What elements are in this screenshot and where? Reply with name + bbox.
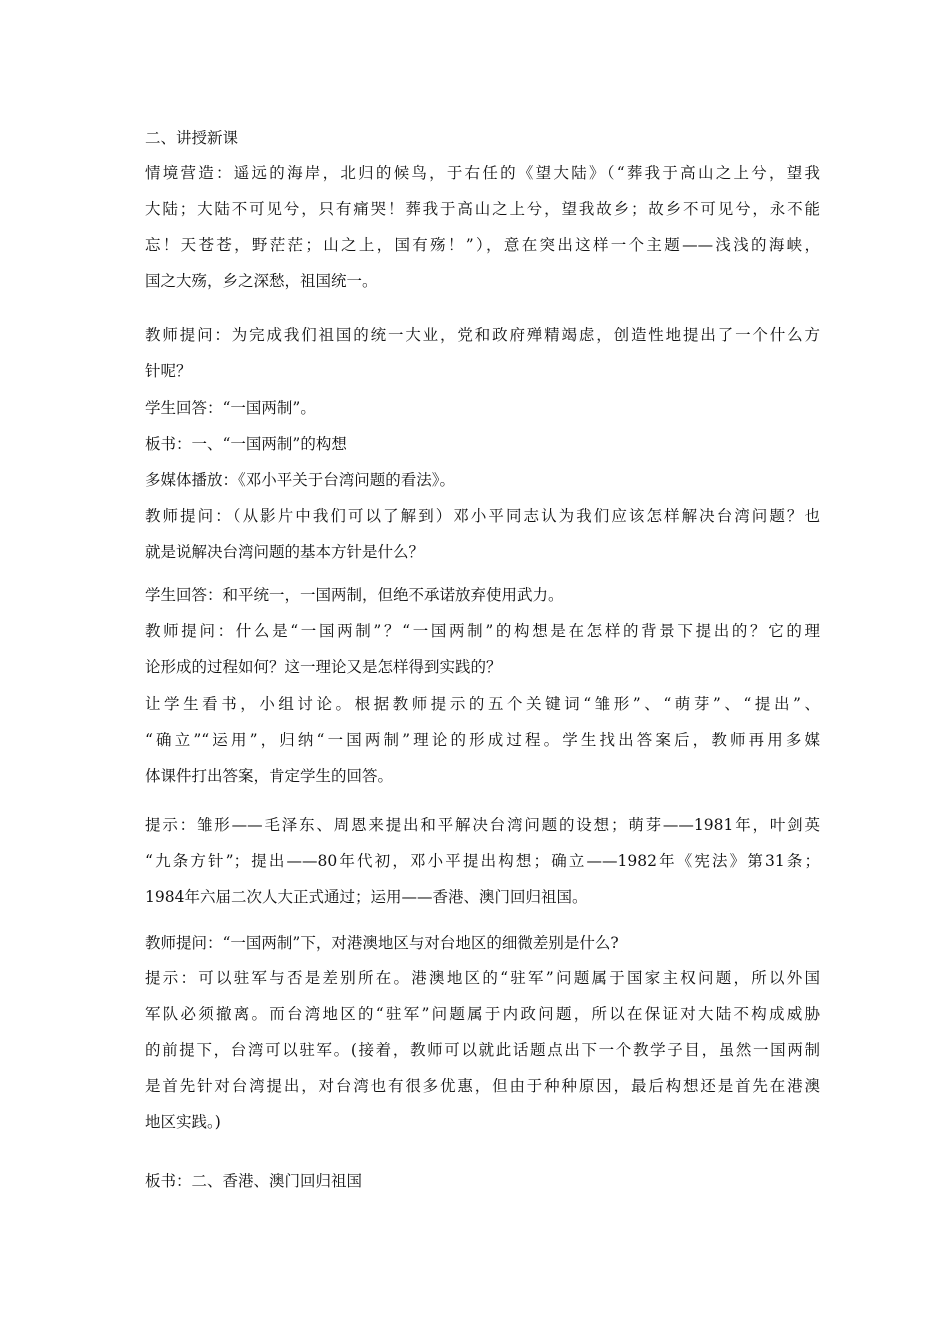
text-line: 就是说解决台湾问题的基本方针是什么？	[145, 543, 425, 561]
text-line: 学生回答：“一国两制”。	[145, 399, 316, 417]
text-line: “九条方针”；提出——80年代初，邓小平提出构想；确立——1982年《宪法》第31条；	[145, 852, 820, 870]
text-line: 多媒体播放：《邓小平关于台湾问题的看法》。	[145, 471, 456, 489]
paragraph-board-1	[145, 426, 820, 462]
text-line: 地区实践。)	[145, 1113, 221, 1131]
paragraph-group-discussion	[145, 686, 820, 794]
text-line: 教师提问：什么是“一国两制”？“一国两制”的构想是在怎样的背景下提出的？它的理	[145, 622, 820, 640]
paragraph-teacher-question-1	[145, 317, 820, 389]
document-page	[145, 0, 820, 1344]
paragraph-scene-setting	[145, 155, 820, 299]
paragraph-teacher-question-2	[145, 498, 820, 570]
text-line: 学生回答：和平统一，一国两制，但绝不承诺放弃使用武力。	[145, 586, 564, 604]
text-line: 教师提问：（从影片中我们可以了解到）邓小平同志认为我们应该怎样解决台湾问题？也	[145, 507, 820, 525]
text-line: 大陆；大陆不可见兮，只有痛哭！葬我于高山之上兮，望我故乡；故乡不可见兮，永不能	[145, 200, 820, 218]
text-line: 忘！天苍苍，野茫茫；山之上，国有殇！”），意在突出这样一个主题——浅浅的海峡，	[145, 236, 820, 254]
text-line: 国之大殇，乡之深愁，祖国统一。	[145, 272, 378, 290]
text-line: “确立”“运用”，归纳“一国两制”理论的形成过程。学生找出答案后，教师再用多媒	[145, 731, 820, 749]
paragraph-hint-1	[145, 807, 820, 915]
paragraph-board-2	[145, 1163, 820, 1199]
text-line: 是首先针对台湾提出，对台湾也有很多优惠，但由于种种原因，最后构想还是首先在港澳	[145, 1077, 820, 1095]
text-line: 让学生看书，小组讨论。根据教师提示的五个关键词“雏形”、“萌芽”、“提出”、	[145, 695, 820, 713]
text-line: 教师提问：“一国两制”下，对港澳地区与对台地区的细微差别是什么?	[145, 934, 619, 952]
text-line: 教师提问：为完成我们祖国的统一大业，党和政府殚精竭虑，创造性地提出了一个什么方	[145, 326, 820, 344]
text-line: 体课件打出答案，肯定学生的回答。	[145, 767, 394, 785]
paragraph-teacher-question-3	[145, 613, 820, 685]
paragraph-multimedia	[145, 462, 820, 498]
text-line: 板书：一、“一国两制”的构想	[145, 435, 347, 453]
text-line: 论形成的过程如何？这一理论又是怎样得到实践的？	[145, 658, 502, 676]
text-line: 1984年六届二次人大正式通过；运用——香港、澳门回归祖国。	[145, 888, 588, 906]
text-line: 提示：雏形——毛泽东、周恩来提出和平解决台湾问题的设想；萌芽——1981年，叶剑英	[145, 816, 820, 834]
text-line: 板书：二、香港、澳门回归祖国	[145, 1172, 363, 1190]
paragraph-student-answer-1	[145, 390, 820, 426]
paragraph-student-answer-2	[145, 577, 820, 613]
section-heading	[145, 120, 820, 156]
text-line: 提示：可以驻军与否是差别所在。港澳地区的“驻军”问题属于国家主权问题，所以外国	[145, 969, 820, 987]
text-line: 针呢？	[145, 362, 192, 380]
text-line: 情境营造：遥远的海岸，北归的候鸟，于右任的《望大陆》（“葬我于高山之上兮，望我	[145, 164, 820, 182]
paragraph-teacher-question-4	[145, 925, 820, 961]
text-line: 二、讲授新课	[145, 129, 239, 147]
paragraph-hint-2	[145, 960, 820, 1140]
text-line: 军队必须撤离。而台湾地区的“驻军”问题属于内政问题，所以在保证对大陆不构成威胁	[145, 1005, 820, 1023]
text-line: 的前提下，台湾可以驻军。(接着，教师可以就此话题点出下一个教学子目，虽然一国两制	[145, 1041, 820, 1059]
